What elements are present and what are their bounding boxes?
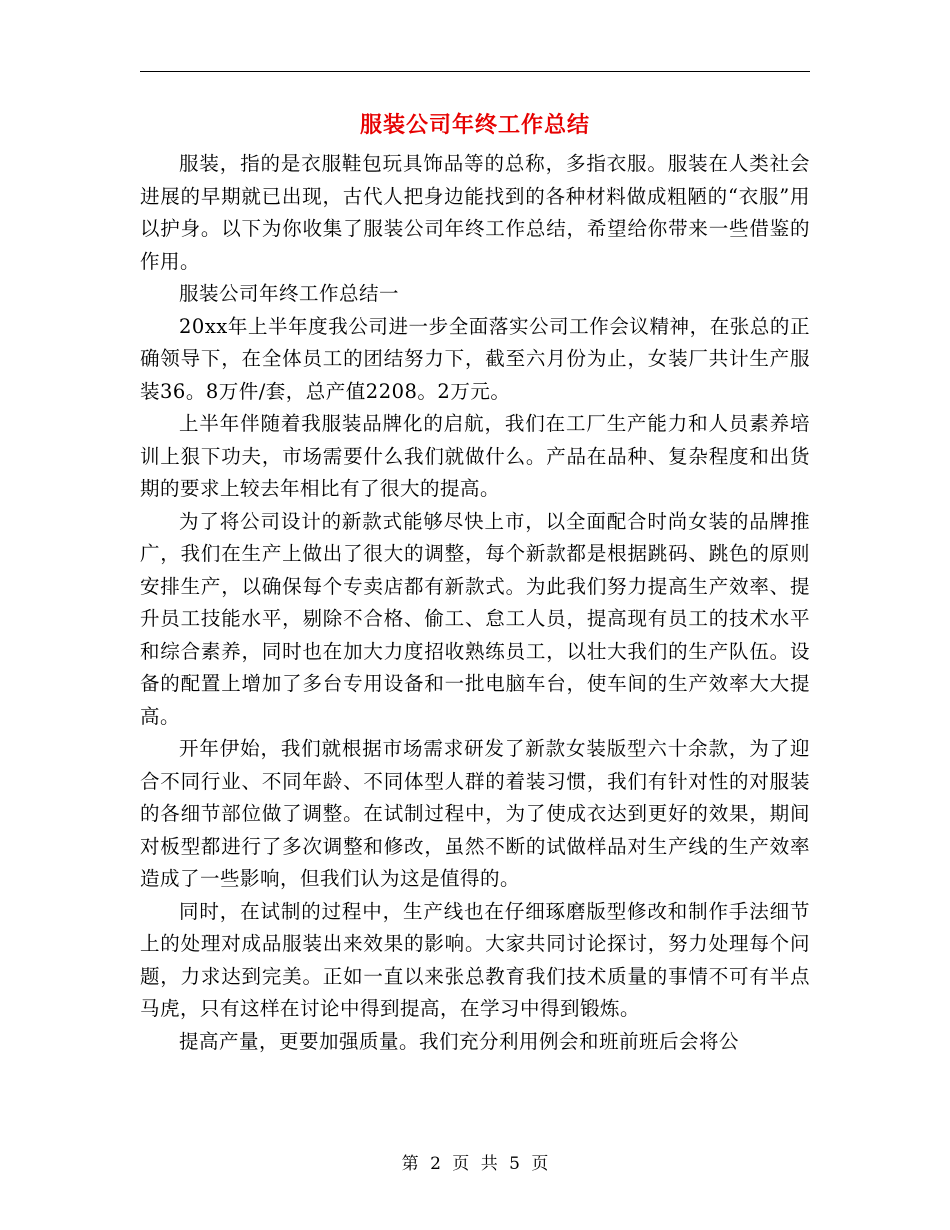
paragraph-production-summary: 20xx年上半年度我公司进一步全面落实公司工作会议精神，在张总的正确领导下，在全体员工的团结努力下，截至六月份为止，女装厂共计生产服装36。8万件/套，总产值2208。2万元。 (140, 314, 810, 403)
paragraph-quality: 提高产量，更要加强质量。我们充分利用例会和班前班后会将公 (179, 1029, 740, 1053)
paragraph-pattern-research: 开年伊始，我们就根据市场需求研发了新款女装版型六十余款，为了迎合不同行业、不同年龄、不同体型人群的着装习惯，我们有针对性的对服装的各细节部位做了调整。在试制过程中，为了使成衣达到更好的效果，期间对板型都进行了多次调整和修改，虽然不断的试做样品对生产线的生产效率造成了一些影响，但我们认为这是值得的。 (140, 737, 810, 890)
header-rule (140, 71, 810, 72)
paragraph-trial-production: 同时，在试制的过程中，生产线也在仔细琢磨版型修改和制作手法细节上的处理对成品服装出来效果的影响。大家共同讨论探讨，努力处理每个问题，力求达到完美。正如一直以来张总教育我们技术质量的事情不可有半点马虎，只有这样在讨论中得到提高，在学习中得到锻炼。 (140, 899, 810, 1020)
paragraph-brand-launch: 上半年伴随着我服装品牌化的启航，我们在工厂生产能力和人员素养培训上狠下功夫，市场需要什么我们就做什么。产品在品种、复杂程度和出货期的要求上较去年相比有了很大的提高。 (140, 412, 810, 500)
document-body (140, 148, 810, 1058)
paragraph-new-styles: 为了将公司设计的新款式能够尽快上市，以全面配合时尚女装的品牌推广，我们在生产上做出了很大的调整，每个新款都是根据跳码、跳色的原则安排生产，以确保每个专卖店都有新款式。为此我们努力提高生产效率、提升员工技能水平，剔除不合格、偷工、怠工人员，提高现有员工的技术水平和综合素养，同时也在加大力度招收熟练员工，以壮大我们的生产队伍。设备的配置上增加了多台专用设备和一批电脑车台，使车间的生产效率大大提高。 (140, 509, 810, 728)
paragraph-intro: 服装，指的是衣服鞋包玩具饰品等的总称，多指衣服。服装在人类社会进展的早期就已出现，古代人把身边能找到的各种材料做成粗陋的“衣服”用以护身。以下为你收集了服装公司年终工作总结，希望给你带来一些借鉴的作用。 (140, 152, 810, 273)
page-footer: 第 2 页 共 5 页 (401, 1154, 549, 1174)
paragraph-section-heading: 服装公司年终工作总结一 (179, 282, 400, 305)
document-title: 服装公司年终工作总结 (359, 112, 590, 138)
